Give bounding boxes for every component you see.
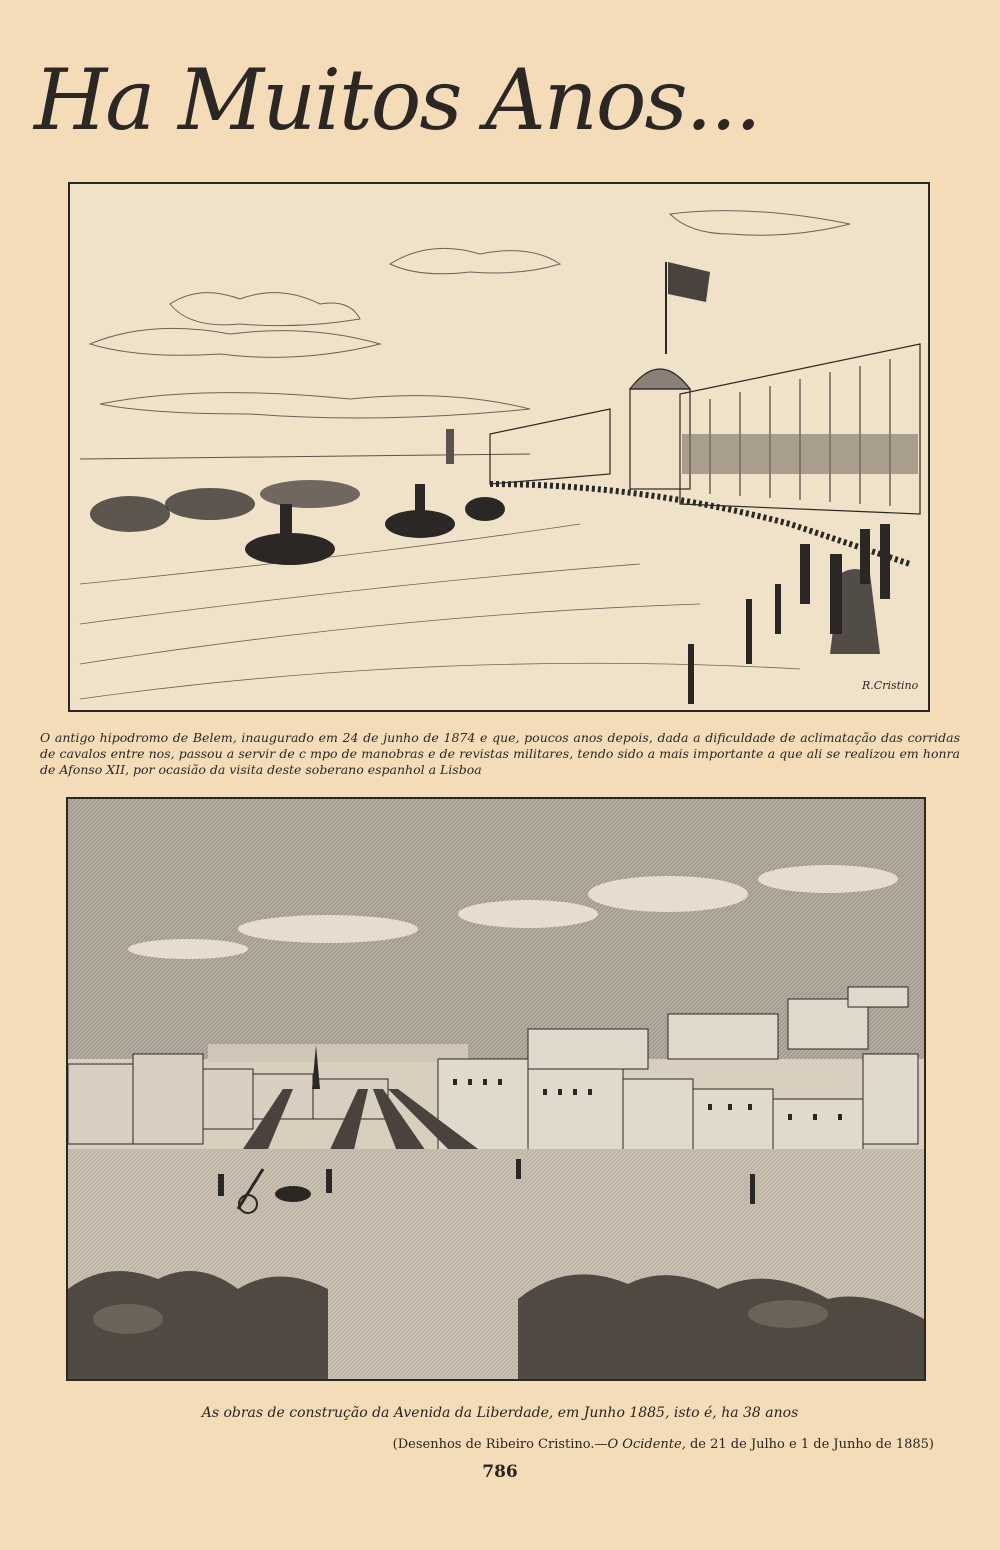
artist-signature: R.Cristino <box>862 679 919 692</box>
page-number: 786 <box>482 1462 518 1482</box>
avenida-drawing <box>68 799 924 1379</box>
credit-suffix: de 21 de Julho e 1 de Junho de 1885) <box>685 1437 934 1452</box>
avenida-caption: As obras de construção da Avenida da Liberdade, em Junho 1885, isto é, ha 38 anos <box>201 1405 799 1421</box>
hippodrome-drawing <box>70 184 928 710</box>
avenida-engraving <box>66 797 926 1381</box>
credit-line <box>393 1437 934 1452</box>
hippodrome-engraving <box>68 182 930 712</box>
credit-prefix: (Desenhos de Ribeiro Cristino.— <box>392 1437 608 1452</box>
credit-source: O Ocidente, <box>607 1437 686 1452</box>
page-title: Ha Muitos Anos... <box>34 51 760 149</box>
hippodrome-caption: O antigo hipodromo de Belem, inaugurado em 24 de junho de 1874 e que, poucos anos depois, dada a dificuldade de aclimatação das corridas de cavalos entre nos, passou a servir de c mpo de manobras e de revistas militares, tendo sido a mais importante a que ali se realizou em honra de Afonso XII, por ocasião da visita deste soberano espanhol a Lisboa <box>40 730 960 777</box>
